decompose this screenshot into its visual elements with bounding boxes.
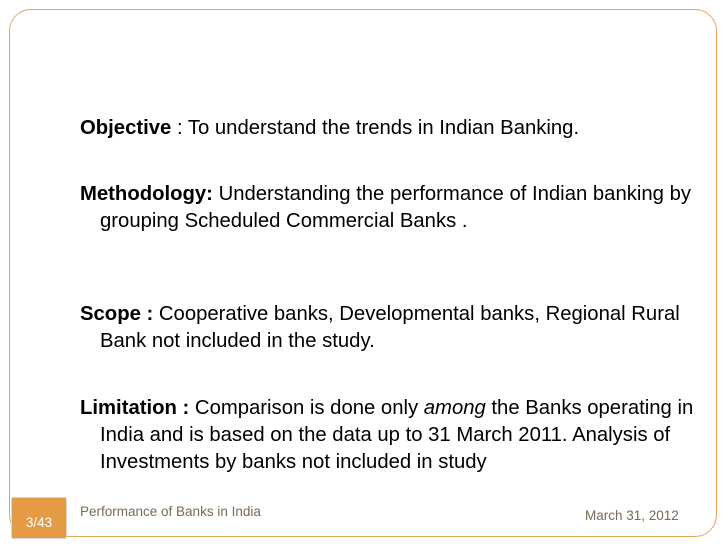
scope-text: Cooperative banks, Developmental banks, Regional Rural Bank not included in the study. <box>100 303 680 352</box>
scope-label: Scope : <box>80 303 154 325</box>
limitation-paragraph <box>80 395 720 476</box>
page-number: 3/43 <box>25 515 53 530</box>
scope-paragraph <box>80 301 720 355</box>
methodology-text: Understanding the performance of Indian banking by grouping Scheduled Commercial Banks . <box>100 183 691 232</box>
objective-text: : To understand the trends in Indian Banking. <box>171 117 580 139</box>
page-number-badge <box>11 497 67 539</box>
limitation-label: Limitation : <box>80 397 190 419</box>
methodology-paragraph <box>80 181 720 235</box>
limitation-emphasis: among <box>423 397 486 419</box>
objective-label: Objective <box>80 117 172 139</box>
footer-date: March 31, 2012 <box>585 508 679 523</box>
footer-title: Performance of Banks in India <box>80 504 261 519</box>
limitation-text-after: the Banks operating in India and is based on the data up to 31 March 2011. Analysis of Investments by banks not included in study <box>100 397 694 473</box>
objective-paragraph <box>80 115 720 142</box>
methodology-label: Methodology: <box>80 183 213 205</box>
limitation-text-before: Comparison is done only <box>189 397 424 419</box>
